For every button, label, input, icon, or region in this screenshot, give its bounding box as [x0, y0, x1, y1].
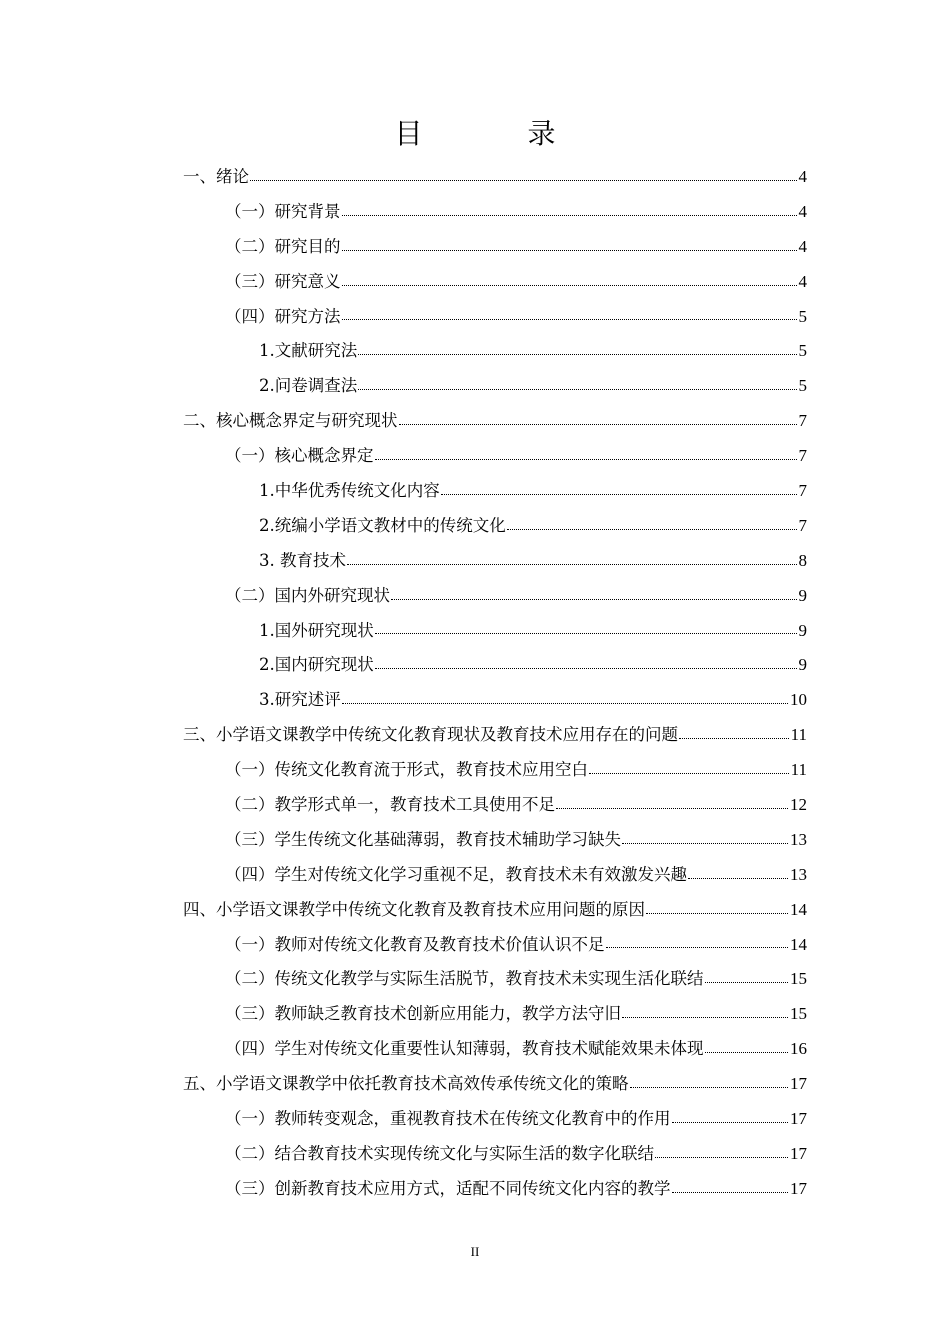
toc-entry-page-number: 17	[790, 1074, 807, 1094]
table-of-contents	[183, 160, 807, 1207]
dot-leader	[630, 1086, 789, 1088]
toc-entry[interactable]	[183, 683, 807, 718]
toc-entry-page-number: 17	[790, 1109, 807, 1129]
dot-leader	[622, 842, 788, 844]
toc-entry[interactable]	[183, 1102, 807, 1137]
toc-entry-page-number: 4	[798, 271, 807, 291]
toc-entry[interactable]	[183, 962, 807, 997]
dot-leader	[705, 981, 789, 983]
dot-leader	[556, 807, 788, 809]
toc-entry-page-number: 10	[790, 690, 807, 710]
dot-leader	[672, 1121, 789, 1123]
toc-entry-text: 四、小学语文课教学中传统文化教育及教育技术应用问题的原因	[183, 899, 645, 919]
page-footer	[0, 1244, 950, 1260]
toc-entry-page-number: 9	[798, 655, 807, 675]
toc-entry-page-number: 16	[790, 1039, 807, 1059]
dot-leader	[679, 737, 789, 739]
dot-leader	[375, 458, 797, 460]
dot-leader	[672, 1191, 789, 1193]
toc-entry[interactable]	[183, 788, 807, 823]
toc-entry-text: 二、核心概念界定与研究现状	[183, 411, 398, 431]
toc-entry[interactable]	[183, 334, 807, 369]
toc-entry[interactable]	[183, 858, 807, 893]
dot-leader	[589, 772, 789, 774]
toc-entry-page-number: 15	[790, 1004, 807, 1024]
toc-entry-page-number: 5	[798, 306, 807, 326]
toc-entry-text: （二）教学形式单一，教育技术工具使用不足	[225, 795, 555, 815]
dot-leader	[342, 318, 797, 320]
toc-entry-page-number: 7	[798, 515, 807, 535]
dot-leader	[705, 1051, 789, 1053]
toc-entry-text: 2.国内研究现状	[259, 655, 374, 675]
toc-entry[interactable]	[183, 1137, 807, 1172]
toc-entry-page-number: 9	[798, 620, 807, 640]
dot-leader	[358, 388, 796, 390]
toc-entry-text: （四）学生对传统文化重要性认知薄弱，教育技术赋能效果未体现	[225, 1039, 704, 1059]
toc-entry[interactable]	[183, 369, 807, 404]
toc-entry-text: （一）传统文化教育流于形式，教育技术应用空白	[225, 760, 588, 780]
toc-entry-page-number: 17	[790, 1178, 807, 1198]
toc-entry-text: 1.中华优秀传统文化内容	[259, 481, 440, 501]
toc-entry-page-number: 17	[790, 1143, 807, 1163]
toc-entry-text: 1.文献研究法	[259, 341, 358, 361]
toc-entry-text: 一、绪论	[183, 167, 249, 186]
toc-entry-page-number: 4	[798, 201, 807, 221]
toc-entry[interactable]	[183, 195, 807, 230]
toc-entry-page-number: 4	[798, 236, 807, 256]
toc-entry-text: （二）国内外研究现状	[225, 585, 390, 605]
toc-entry-page-number: 7	[798, 411, 807, 431]
toc-entry-text: （二）结合教育技术实现传统文化与实际生活的数字化联结	[225, 1143, 654, 1163]
toc-entry-page-number: 5	[798, 341, 807, 361]
toc-entry-page-number: 11	[790, 760, 807, 780]
toc-entry-text: （三）研究意义	[225, 271, 341, 291]
toc-entry-text: （三）教师缺乏教育技术创新应用能力，教学方法守旧	[225, 1004, 621, 1024]
toc-entry-page-number: 7	[798, 446, 807, 466]
dot-leader	[250, 179, 797, 181]
dot-leader	[342, 214, 797, 216]
dot-leader	[399, 423, 797, 425]
toc-entry-text: 2.统编小学语文教材中的传统文化	[259, 515, 506, 535]
toc-entry-page-number: 12	[790, 795, 807, 815]
toc-entry-text: 3. 教育技术	[259, 550, 346, 570]
dot-leader	[646, 912, 788, 914]
toc-entry[interactable]	[183, 509, 807, 544]
toc-entry-text: 五、小学语文课教学中依托教育技术高效传承传统文化的策略	[183, 1074, 629, 1094]
toc-entry[interactable]	[183, 718, 807, 753]
dot-leader	[688, 877, 788, 879]
toc-entry[interactable]	[183, 1032, 807, 1067]
toc-entry-text: （四）学生对传统文化学习重视不足，教育技术未有效激发兴趣	[225, 864, 687, 884]
toc-entry[interactable]	[183, 893, 807, 928]
toc-entry[interactable]	[183, 300, 807, 335]
toc-entry[interactable]	[183, 928, 807, 963]
toc-entry[interactable]	[183, 997, 807, 1032]
toc-entry-text: （三）创新教育技术应用方式，适配不同传统文化内容的教学	[225, 1178, 671, 1198]
dot-leader	[441, 493, 797, 495]
toc-entry[interactable]	[183, 265, 807, 300]
toc-entry[interactable]	[183, 439, 807, 474]
toc-entry[interactable]	[183, 474, 807, 509]
toc-entry[interactable]	[183, 230, 807, 265]
toc-entry[interactable]	[183, 823, 807, 858]
toc-entry-page-number: 4	[798, 167, 807, 186]
toc-title: 目 录	[394, 117, 604, 150]
dot-leader	[342, 284, 797, 286]
toc-entry-page-number: 8	[798, 550, 807, 570]
footer-page-number: II	[470, 1244, 480, 1259]
dot-leader	[622, 1016, 788, 1018]
toc-entry-text: 三、小学语文课教学中传统文化教育现状及教育技术应用存在的问题	[183, 725, 678, 745]
toc-entry-text: （三）学生传统文化基础薄弱，教育技术辅助学习缺失	[225, 829, 621, 849]
dot-leader	[655, 1156, 788, 1158]
toc-entry-page-number: 14	[790, 899, 807, 919]
toc-entry-page-number: 5	[798, 376, 807, 396]
toc-entry-page-number: 13	[790, 864, 807, 884]
dot-leader	[342, 702, 788, 704]
toc-entry[interactable]	[183, 1172, 807, 1207]
toc-entry[interactable]	[183, 404, 807, 439]
toc-entry[interactable]	[183, 544, 807, 579]
toc-entry-text: （一）教师对传统文化教育及教育技术价值认识不足	[225, 934, 605, 954]
toc-entry-page-number: 15	[790, 969, 807, 989]
toc-entry[interactable]	[183, 160, 807, 195]
toc-entry[interactable]	[183, 1067, 807, 1102]
toc-entry-text: （一）研究背景	[225, 201, 341, 221]
dot-leader	[375, 667, 797, 669]
toc-entry-page-number: 13	[790, 829, 807, 849]
toc-entry-page-number: 9	[798, 585, 807, 605]
dot-leader	[347, 563, 797, 565]
toc-entry-page-number: 14	[790, 934, 807, 954]
toc-entry[interactable]	[183, 753, 807, 788]
toc-entry-text: （二）研究目的	[225, 236, 341, 256]
toc-entry[interactable]	[183, 614, 807, 649]
dot-leader	[342, 249, 797, 251]
toc-entry[interactable]	[183, 579, 807, 614]
toc-entry-text: 2.问卷调查法	[259, 376, 358, 396]
toc-entry-text: （四）研究方法	[225, 306, 341, 326]
dot-leader	[507, 528, 797, 530]
toc-entry-page-number: 11	[790, 725, 807, 745]
toc-entry-text: （一）教师转变观念，重视教育技术在传统文化教育中的作用	[225, 1109, 671, 1129]
toc-entry-text: （二）传统文化教学与实际生活脱节，教育技术未实现生活化联结	[225, 969, 704, 989]
dot-leader	[358, 353, 796, 355]
toc-entry-page-number: 7	[798, 481, 807, 501]
toc-entry-text: （一）核心概念界定	[225, 446, 374, 466]
dot-leader	[391, 598, 797, 600]
dot-leader	[375, 632, 797, 634]
toc-entry-text: 3.研究述评	[259, 690, 341, 710]
dot-leader	[606, 946, 789, 948]
toc-entry-text: 1.国外研究现状	[259, 620, 374, 640]
toc-entry[interactable]	[183, 648, 807, 683]
